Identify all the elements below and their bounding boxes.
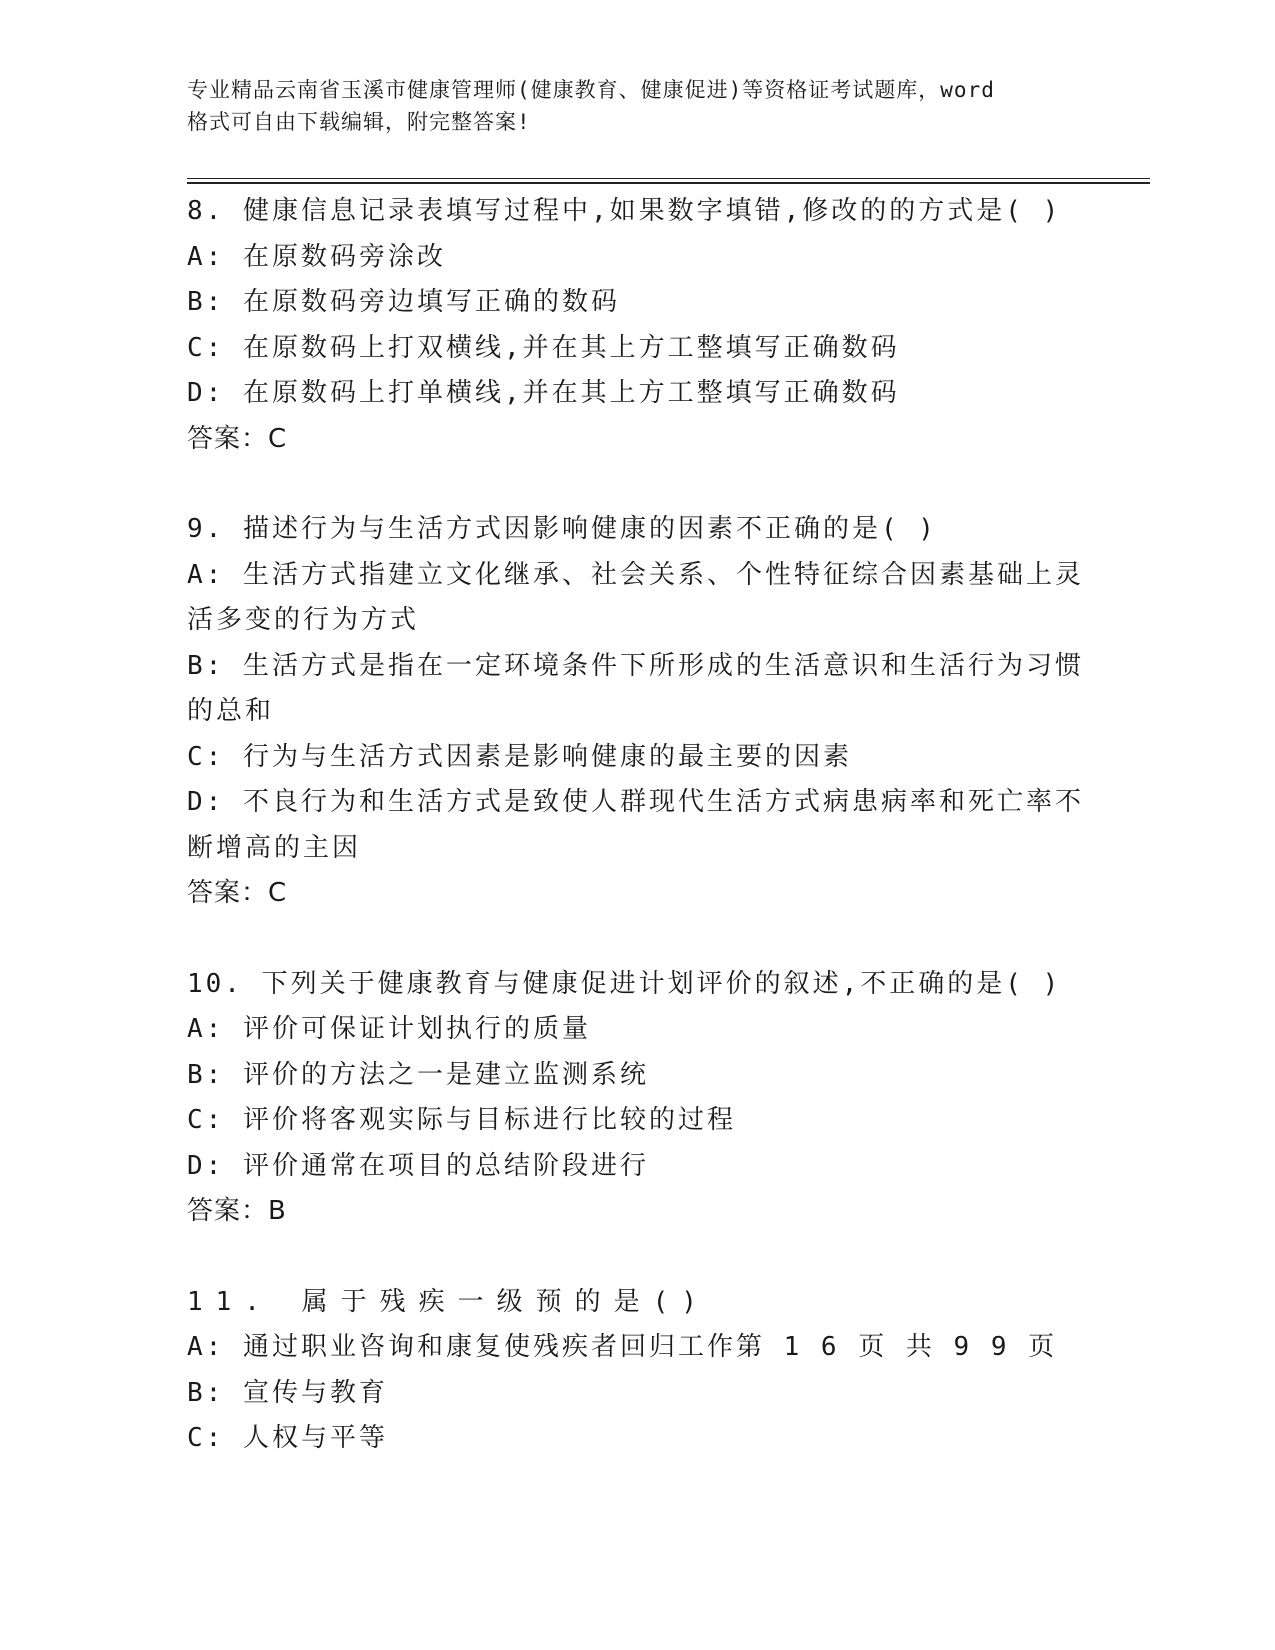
option-d: D: 不良行为和生活方式是致使人群现代生活方式病患病率和死亡率不 <box>187 787 1084 817</box>
question-stem: 9. 描述行为与生活方式因影响健康的因素不正确的是( ) <box>187 514 937 544</box>
option-c: C: 在原数码上打双横线,并在其上方工整填写正确数码 <box>187 332 900 363</box>
option-a: A: 通过职业咨询和康复使残疾者回归工作第 1 6 页 共 9 9 页 <box>187 1332 1058 1362</box>
option-a: A: 评价可保证计划执行的质量 <box>187 1014 591 1044</box>
option-c: C: 行为与生活方式因素是影响健康的最主要的因素 <box>187 741 852 772</box>
question-10 <box>187 962 1087 1235</box>
option-a: A: 在原数码旁涂改 <box>187 241 446 272</box>
header-line-1: 专业精品云南省玉溪市健康管理师(健康教育、健康促进)等资格证考试题库，word <box>187 78 995 102</box>
option-d: D: 评价通常在项目的总结阶段进行 <box>187 1150 649 1181</box>
header-divider-thin <box>187 178 1150 179</box>
answer-label: 答案：C <box>187 423 288 454</box>
question-stem: 10. 下列关于健康教育与健康促进计划评价的叙述,不正确的是( ) <box>187 968 1062 999</box>
answer-label: 答案：C <box>187 878 288 908</box>
document-header <box>187 74 1087 138</box>
option-b: B: 生活方式是指在一定环境条件下所形成的生活意识和生活行为习惯 <box>187 650 1084 681</box>
question-11 <box>187 1280 1087 1462</box>
question-list <box>187 189 1087 1462</box>
option-b-continued: 的总和 <box>187 696 275 726</box>
option-d: D: 在原数码上打单横线,并在其上方工整填写正确数码 <box>187 378 900 408</box>
answer-label: 答案：B <box>187 1196 287 1226</box>
option-c: C: 人权与平等 <box>187 1423 388 1453</box>
option-b: B: 宣传与教育 <box>187 1377 388 1408</box>
option-b: B: 评价的方法之一是建立监测系统 <box>187 1059 649 1090</box>
question-8 <box>187 189 1087 462</box>
header-divider-thick <box>187 182 1150 184</box>
question-stem: 11. 属于残疾一级预的是() <box>187 1286 710 1317</box>
option-c: C: 评价将客观实际与目标进行比较的过程 <box>187 1105 736 1135</box>
option-a-continued: 活多变的行为方式 <box>187 605 420 635</box>
question-9 <box>187 507 1087 917</box>
option-d-continued: 断增高的主因 <box>187 832 362 863</box>
header-line-2: 格式可自由下载编辑，附完整答案! <box>187 110 531 134</box>
question-stem: 8. 健康信息记录表填写过程中,如果数字填错,修改的的方式是( ) <box>187 196 1062 226</box>
option-b: B: 在原数码旁边填写正确的数码 <box>187 287 620 317</box>
option-a: A: 生活方式指建立文化继承、社会关系、个性特征综合因素基础上灵 <box>187 559 1084 590</box>
